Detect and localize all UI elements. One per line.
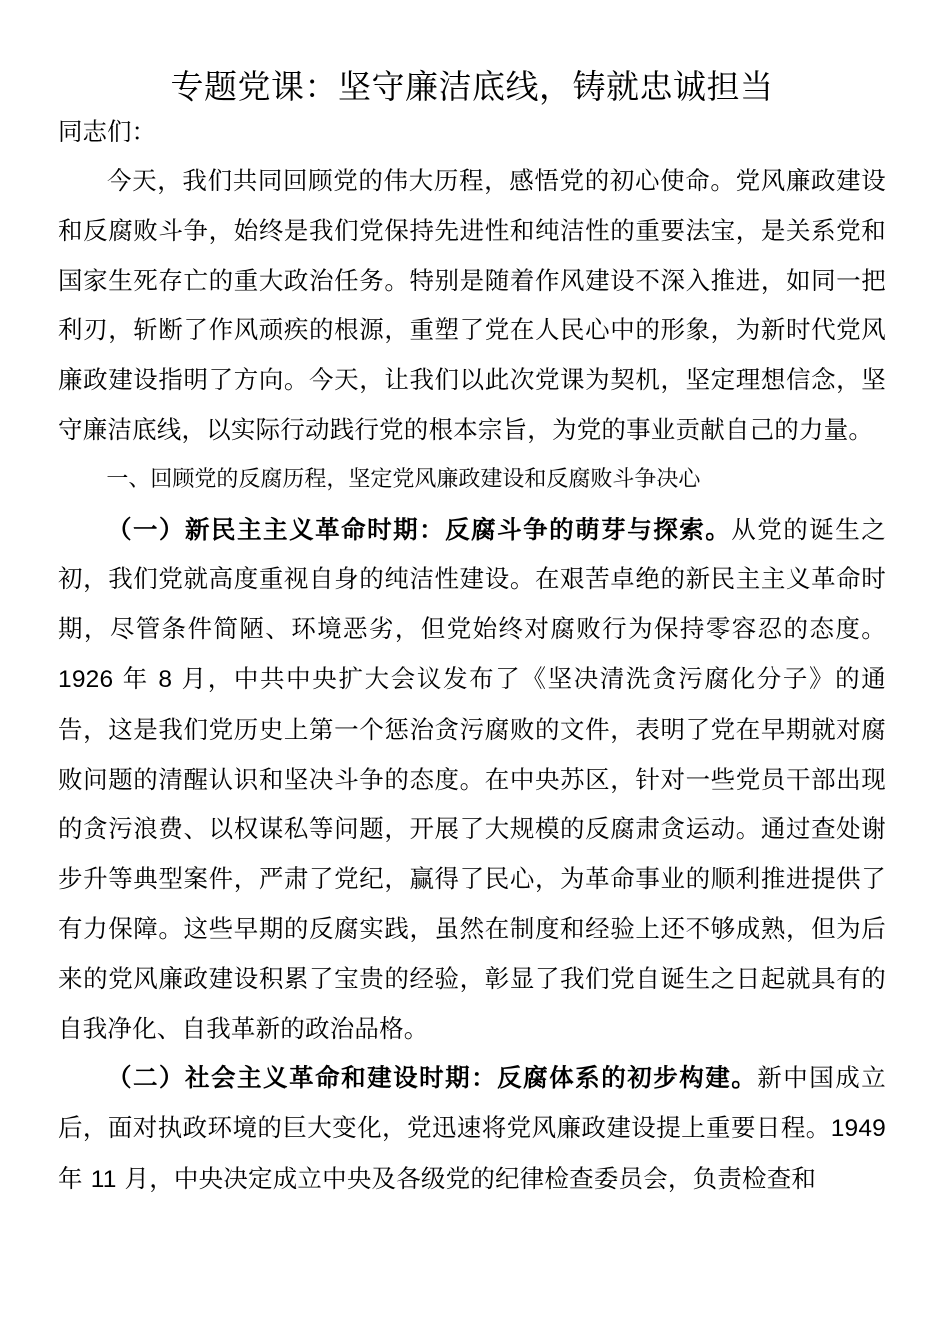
- intro-paragraph: 今天，我们共同回顾党的伟大历程，感悟党的初心使命。党风廉政建设和反腐败斗争，始终是我们党保持先进性和纯洁性的重要法宝，是关系党和国家生死存亡的重大政治任务。特别是随着作风建设不深入推进，如同一把利刃，斩断了作风顽疾的根源，重塑了党在人民心中的形象，为新时代党风廉政建设指明了方向。今天，让我们以此次党课为契机，坚定理想信念，坚守廉洁底线，以实际行动践行党的根本宗旨，为党的事业贡献自己的力量。: [58, 166, 886, 444]
- subsection-2-text-b: 年: [58, 1163, 91, 1193]
- subsection-2-text-c: 月，中央决定成立中央及各级党的纪律检查委员会，负责检查和: [116, 1163, 817, 1193]
- subsection-1-heading: （一）新民主主义革命时期：反腐斗争的萌芽与探索。: [107, 514, 732, 544]
- subsection-1-month: 8: [158, 665, 173, 693]
- subsection-2-heading: （二）社会主义革命和建设时期：反腐体系的初步构建。: [107, 1063, 758, 1093]
- subsection-2-text-a: 新中国成立后，面对执政环境的巨大变化，党迅速将党风廉政建设提上重要日程。: [58, 1063, 887, 1143]
- subsection-1-year: 1926: [58, 665, 114, 693]
- subsection-2-paragraph: [58, 1053, 886, 1204]
- document-title: 专题党课：坚守廉洁底线，铸就忠诚担当: [170, 67, 774, 106]
- subsection-2-year: 1949: [830, 1115, 886, 1143]
- salutation: 同志们：: [58, 117, 156, 146]
- section-heading-1: 一、回顾党的反腐历程，坚定党风廉政建设和反腐败斗争决心: [106, 466, 701, 492]
- subsection-1-text-a: 从党的诞生之初，我们党就高度重视自身的纯洁性建设。在艰苦卓绝的新民主主义革命时期，尽管条件简陋、环境恶劣，但党始终对腐败行为保持零容忍的态度。: [58, 514, 886, 644]
- subsection-1-paragraph: [58, 505, 886, 1054]
- subsection-1-text-b: 年: [113, 663, 159, 693]
- subsection-2-month: 11: [90, 1165, 117, 1193]
- subsection-1-text-c: 月，中共中央扩大会议发布了《坚决清洗贪污腐化分子》的通告，这是我们党历史上第一个惩治贪污腐败的文件，表明了党在早期就对腐败问题的清醒认识和坚决斗争的态度。在中央苏区，针对一些党员干部出现的贪污浪费、以权谋私等问题，开展了大规模的反腐肃贪运动。通过查处谢步升等典型案件，严肃了党纪，赢得了民心，为革命事业的顺利推进提供了有力保障。这些早期的反腐实践，虽然在制度和经验上还不够成熟，但为后来的党风廉政建设积累了宝贵的经验，彰显了我们党自诞生之日起就具有的自我净化、自我革新的政治品格。: [58, 663, 886, 1043]
